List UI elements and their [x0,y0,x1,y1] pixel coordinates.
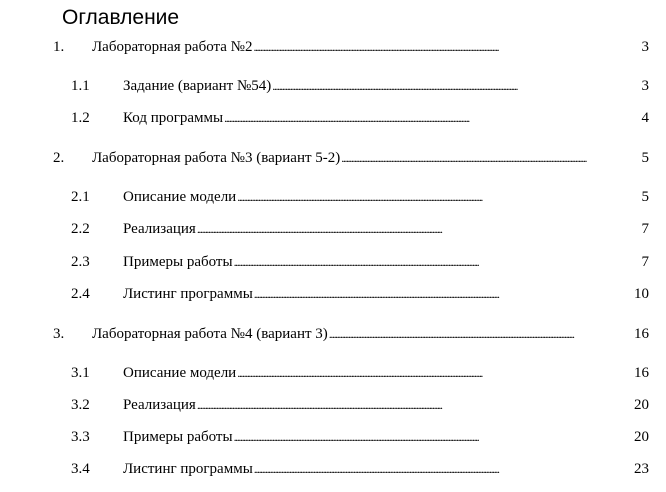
toc-entry[interactable] [0,147,666,169]
toc-dot-leader [272,75,640,97]
toc-dot-leader [197,394,633,416]
toc-entry[interactable] [0,323,666,345]
toc-entry-title[interactable]: Примеры работы [123,429,233,445]
toc-entry-title[interactable]: Реализация [123,397,196,413]
toc-entry-title[interactable]: Примеры работы [123,254,233,270]
toc-dot-leader [253,36,640,58]
toc-entry-title[interactable]: Описание модели [123,365,237,381]
toc-page-number[interactable]: 4 [641,110,649,126]
toc-page-number[interactable]: 5 [641,189,649,205]
toc-page-number[interactable]: 10 [634,286,649,302]
toc-page-number[interactable]: 3 [641,78,649,94]
toc-dot-leader [197,218,641,240]
toc-entry-number: 1. [53,39,65,55]
toc-entry-number: 1.1 [71,78,90,94]
toc-entry-title[interactable]: Описание модели [123,189,237,205]
toc-entry-number: 1.2 [71,110,90,126]
toc-page-number[interactable]: 23 [634,461,649,477]
toc-dot-leader [234,426,633,448]
toc-entry[interactable] [0,36,666,58]
toc-entry-number: 3.1 [71,365,90,381]
toc-entry-title[interactable]: Лабораторная работа №3 (вариант 5-2) [92,150,341,166]
toc-entry-number: 3.2 [71,397,90,413]
toc-dot-leader [234,251,641,273]
toc-entry[interactable] [0,283,666,305]
toc-title: Оглавление [62,6,180,29]
toc-page-number[interactable]: 16 [634,365,649,381]
toc-page-number[interactable]: 3 [641,39,649,55]
toc-dot-leader [254,283,633,305]
toc-entry[interactable] [0,218,666,240]
toc-entry[interactable] [0,186,666,208]
toc-entry-number: 3.4 [71,461,90,477]
toc-entry-title[interactable]: Лабораторная работа №2 [92,39,253,55]
toc-page-number[interactable]: 5 [641,150,649,166]
toc-entry-number: 2.4 [71,286,90,302]
toc-dot-leader [329,323,633,345]
toc-entry-title[interactable]: Лабораторная работа №4 (вариант 3) [92,326,328,342]
toc-entry[interactable] [0,362,666,384]
toc-entry-title[interactable]: Листинг программы [123,286,253,302]
toc-entry-number: 3.3 [71,429,90,445]
toc-entry[interactable] [0,394,666,416]
toc-dot-leader [254,458,633,480]
toc-page-number[interactable]: 7 [641,254,649,270]
toc-entry[interactable] [0,75,666,97]
toc-entry-title[interactable]: Код программы [123,110,224,126]
toc-entry-title[interactable]: Задание (вариант №54) [123,78,272,94]
toc-page-number[interactable]: 20 [634,429,649,445]
toc-page-number[interactable]: 7 [641,221,649,237]
toc-entry-number: 2.3 [71,254,90,270]
toc-entry-title[interactable]: Листинг программы [123,461,253,477]
toc-entry-title[interactable]: Реализация [123,221,196,237]
toc-entry[interactable] [0,458,666,480]
toc-entry-number: 3. [53,326,65,342]
toc-page-number[interactable]: 16 [634,326,649,342]
toc-dot-leader [224,107,640,129]
toc-dot-leader [237,362,633,384]
toc-entry-number: 2.1 [71,189,90,205]
toc-dot-leader [341,147,640,169]
toc-entry-number: 2. [53,150,65,166]
toc-entry[interactable] [0,107,666,129]
toc-entry-number: 2.2 [71,221,90,237]
toc-page-number[interactable]: 20 [634,397,649,413]
toc-entry[interactable] [0,426,666,448]
toc-dot-leader [237,186,640,208]
toc-entry[interactable] [0,251,666,273]
